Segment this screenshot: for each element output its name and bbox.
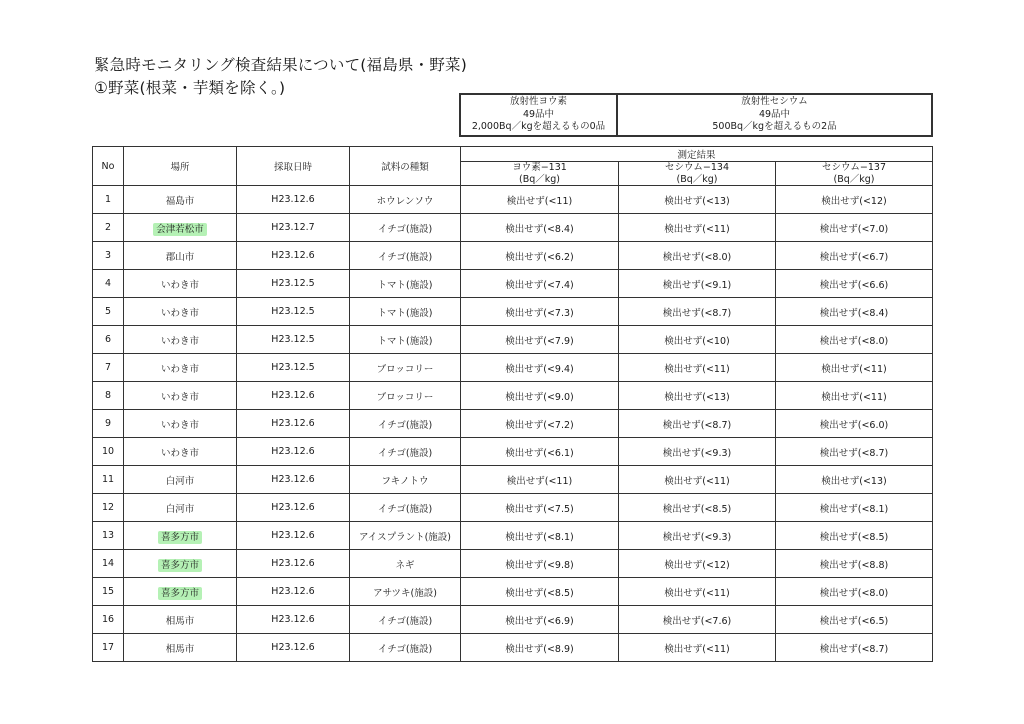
table-row (93, 214, 933, 242)
cell-cs137: 検出せず(<13) (776, 466, 933, 494)
cell-cs137: 検出せず(<6.5) (776, 606, 933, 634)
cell-sample: アサツキ(施設) (350, 578, 461, 606)
cell-no: 8 (93, 382, 124, 410)
header-date: 採取日時 (237, 147, 350, 186)
cell-sample: イチゴ(施設) (350, 438, 461, 466)
cell-i131: 検出せず(<8.9) (461, 634, 619, 662)
cell-i131: 検出せず(<9.4) (461, 354, 619, 382)
cell-cs134: 検出せず(<13) (619, 382, 776, 410)
header-cs134 (619, 162, 776, 186)
cell-sample: ブロッコリー (350, 382, 461, 410)
cell-no: 13 (93, 522, 124, 550)
cell-place (124, 382, 237, 410)
place-name: いわき市 (160, 363, 199, 375)
place-name: 相馬市 (165, 615, 195, 627)
cell-cs134: 検出せず(<11) (619, 214, 776, 242)
cell-place (124, 354, 237, 382)
place-name: いわき市 (160, 307, 199, 319)
cell-i131: 検出せず(<7.5) (461, 494, 619, 522)
cell-cs134: 検出せず(<11) (619, 354, 776, 382)
cell-cs137: 検出せず(<8.7) (776, 438, 933, 466)
cell-date: H23.12.6 (237, 438, 350, 466)
cell-date: H23.12.6 (237, 242, 350, 270)
table-row (93, 550, 933, 578)
place-name: 郡山市 (165, 251, 195, 263)
table-row (93, 522, 933, 550)
cesium-summary-label: 放射性セシウム (741, 96, 808, 108)
cell-cs137: 検出せず(<8.4) (776, 298, 933, 326)
cell-i131: 検出せず(<6.9) (461, 606, 619, 634)
cell-sample: ネギ (350, 550, 461, 578)
table-row (93, 354, 933, 382)
cell-i131: 検出せず(<6.2) (461, 242, 619, 270)
table-row (93, 242, 933, 270)
iodine-summary-cell (460, 94, 617, 136)
cell-place (124, 186, 237, 214)
cell-no: 3 (93, 242, 124, 270)
cell-cs134: 検出せず(<12) (619, 550, 776, 578)
cell-cs134: 検出せず(<10) (619, 326, 776, 354)
cell-i131: 検出せず(<8.5) (461, 578, 619, 606)
cell-date: H23.12.6 (237, 494, 350, 522)
section-heading: ①野菜(根菜・芋類を除く。) (94, 79, 286, 97)
cell-sample: イチゴ(施設) (350, 214, 461, 242)
cell-place (124, 550, 237, 578)
table-row (93, 438, 933, 466)
cell-cs134: 検出せず(<8.7) (619, 298, 776, 326)
cell-place (124, 410, 237, 438)
header-results: 測定結果 (461, 147, 933, 162)
cell-no: 1 (93, 186, 124, 214)
place-name: 白河市 (165, 475, 195, 487)
cell-sample: イチゴ(施設) (350, 494, 461, 522)
cell-cs134: 検出せず(<11) (619, 634, 776, 662)
iodine-summary-threshold: 2,000Bq／kgを超えるもの0品 (471, 121, 606, 133)
cell-i131: 検出せず(<6.1) (461, 438, 619, 466)
cell-date: H23.12.5 (237, 270, 350, 298)
cell-sample: トマト(施設) (350, 326, 461, 354)
summary-table (459, 93, 933, 137)
cell-cs137: 検出せず(<8.5) (776, 522, 933, 550)
cell-date: H23.12.6 (237, 578, 350, 606)
cell-date: H23.12.6 (237, 634, 350, 662)
cell-cs137: 検出せず(<6.6) (776, 270, 933, 298)
cell-i131: 検出せず(<7.3) (461, 298, 619, 326)
cell-cs134: 検出せず(<11) (619, 578, 776, 606)
cell-i131: 検出せず(<8.1) (461, 522, 619, 550)
place-name: 福島市 (165, 195, 195, 207)
cell-place (124, 522, 237, 550)
cell-i131: 検出せず(<7.2) (461, 410, 619, 438)
cell-sample: トマト(施設) (350, 270, 461, 298)
cell-cs134: 検出せず(<7.6) (619, 606, 776, 634)
cell-no: 2 (93, 214, 124, 242)
header-sample: 試料の種類 (350, 147, 461, 186)
table-row (93, 634, 933, 662)
place-name: いわき市 (160, 447, 199, 459)
cell-no: 17 (93, 634, 124, 662)
cell-place (124, 466, 237, 494)
header-no: No (93, 147, 124, 186)
cell-date: H23.12.6 (237, 410, 350, 438)
cesium-summary-count: 49品中 (758, 108, 791, 120)
cell-cs137: 検出せず(<6.0) (776, 410, 933, 438)
cesium-summary-cell (617, 94, 932, 136)
place-name: 喜多方市 (158, 531, 202, 544)
header-place: 場所 (124, 147, 237, 186)
cell-date: H23.12.6 (237, 186, 350, 214)
cell-cs137: 検出せず(<6.7) (776, 242, 933, 270)
cell-no: 7 (93, 354, 124, 382)
cell-cs137: 検出せず(<8.0) (776, 326, 933, 354)
cell-place (124, 326, 237, 354)
results-body (93, 186, 933, 662)
cell-no: 15 (93, 578, 124, 606)
cell-date: H23.12.5 (237, 354, 350, 382)
cell-sample: イチゴ(施設) (350, 242, 461, 270)
cell-sample: トマト(施設) (350, 298, 461, 326)
cell-i131: 検出せず(<11) (461, 466, 619, 494)
cell-place (124, 606, 237, 634)
cell-cs134: 検出せず(<8.0) (619, 242, 776, 270)
cell-no: 9 (93, 410, 124, 438)
place-name: 会津若松市 (153, 223, 207, 236)
cell-date: H23.12.6 (237, 550, 350, 578)
place-name: いわき市 (160, 335, 199, 347)
table-row (93, 578, 933, 606)
table-row (93, 382, 933, 410)
cell-cs134: 検出せず(<9.3) (619, 522, 776, 550)
header-cs137-unit: (Bq／kg) (833, 173, 875, 185)
cell-cs134: 検出せず(<13) (619, 186, 776, 214)
cell-date: H23.12.6 (237, 466, 350, 494)
cell-sample: ホウレンソウ (350, 186, 461, 214)
cell-date: H23.12.5 (237, 326, 350, 354)
cell-no: 11 (93, 466, 124, 494)
cell-cs137: 検出せず(<8.8) (776, 550, 933, 578)
table-row (93, 270, 933, 298)
cell-no: 12 (93, 494, 124, 522)
place-name: 喜多方市 (158, 587, 202, 600)
table-row (93, 606, 933, 634)
cell-sample: イチゴ(施設) (350, 606, 461, 634)
cell-date: H23.12.6 (237, 382, 350, 410)
cell-no: 4 (93, 270, 124, 298)
cell-sample: フキノトウ (350, 466, 461, 494)
place-name: 白河市 (165, 503, 195, 515)
cell-date: H23.12.7 (237, 214, 350, 242)
cell-no: 16 (93, 606, 124, 634)
header-cs137 (776, 162, 933, 186)
cell-no: 10 (93, 438, 124, 466)
cell-date: H23.12.5 (237, 298, 350, 326)
cell-date: H23.12.6 (237, 522, 350, 550)
cell-cs137: 検出せず(<8.1) (776, 494, 933, 522)
cell-i131: 検出せず(<7.9) (461, 326, 619, 354)
cesium-summary-threshold: 500Bq／kgを超えるもの2品 (712, 121, 837, 133)
cell-no: 5 (93, 298, 124, 326)
cell-i131: 検出せず(<9.0) (461, 382, 619, 410)
cell-place (124, 270, 237, 298)
table-row (93, 326, 933, 354)
cell-cs137: 検出せず(<11) (776, 382, 933, 410)
cell-cs137: 検出せず(<8.7) (776, 634, 933, 662)
cell-cs137: 検出せず(<8.0) (776, 578, 933, 606)
cell-cs137: 検出せず(<12) (776, 186, 933, 214)
place-name: いわき市 (160, 279, 199, 291)
cell-date: H23.12.6 (237, 606, 350, 634)
results-table (92, 146, 933, 662)
cell-place (124, 634, 237, 662)
cell-cs134: 検出せず(<9.3) (619, 438, 776, 466)
cell-place (124, 214, 237, 242)
place-name: いわき市 (160, 419, 199, 431)
cell-no: 6 (93, 326, 124, 354)
cell-sample: アイスプラント(施設) (350, 522, 461, 550)
cell-cs134: 検出せず(<8.5) (619, 494, 776, 522)
table-row (93, 298, 933, 326)
header-i131 (461, 162, 619, 186)
header-i131-unit: (Bq／kg) (519, 173, 560, 185)
header-cs134-unit: (Bq／kg) (676, 173, 718, 185)
place-name: 相馬市 (165, 643, 195, 655)
cell-i131: 検出せず(<9.8) (461, 550, 619, 578)
cell-place (124, 494, 237, 522)
iodine-summary-count: 49品中 (522, 108, 555, 120)
cell-i131: 検出せず(<7.4) (461, 270, 619, 298)
cell-sample: イチゴ(施設) (350, 410, 461, 438)
cell-place (124, 242, 237, 270)
header-i131-label: ヨウ素−131 (512, 162, 567, 173)
cell-cs137: 検出せず(<7.0) (776, 214, 933, 242)
cell-sample: イチゴ(施設) (350, 634, 461, 662)
cell-place (124, 438, 237, 466)
cell-i131: 検出せず(<11) (461, 186, 619, 214)
document-title: 緊急時モニタリング検査結果について(福島県・野菜) (94, 56, 467, 74)
cell-cs134: 検出せず(<11) (619, 466, 776, 494)
cell-place (124, 298, 237, 326)
cell-no: 14 (93, 550, 124, 578)
table-row (93, 494, 933, 522)
cell-i131: 検出せず(<8.4) (461, 214, 619, 242)
place-name: いわき市 (160, 391, 199, 403)
cell-cs134: 検出せず(<8.7) (619, 410, 776, 438)
place-name: 喜多方市 (158, 559, 202, 572)
iodine-summary-label: 放射性ヨウ素 (509, 96, 567, 108)
table-row (93, 466, 933, 494)
cell-cs137: 検出せず(<11) (776, 354, 933, 382)
header-cs134-label: セシウム−134 (665, 162, 729, 173)
table-row (93, 186, 933, 214)
cell-cs134: 検出せず(<9.1) (619, 270, 776, 298)
header-cs137-label: セシウム−137 (822, 162, 886, 173)
cell-place (124, 578, 237, 606)
table-row (93, 410, 933, 438)
cell-sample: ブロッコリー (350, 354, 461, 382)
